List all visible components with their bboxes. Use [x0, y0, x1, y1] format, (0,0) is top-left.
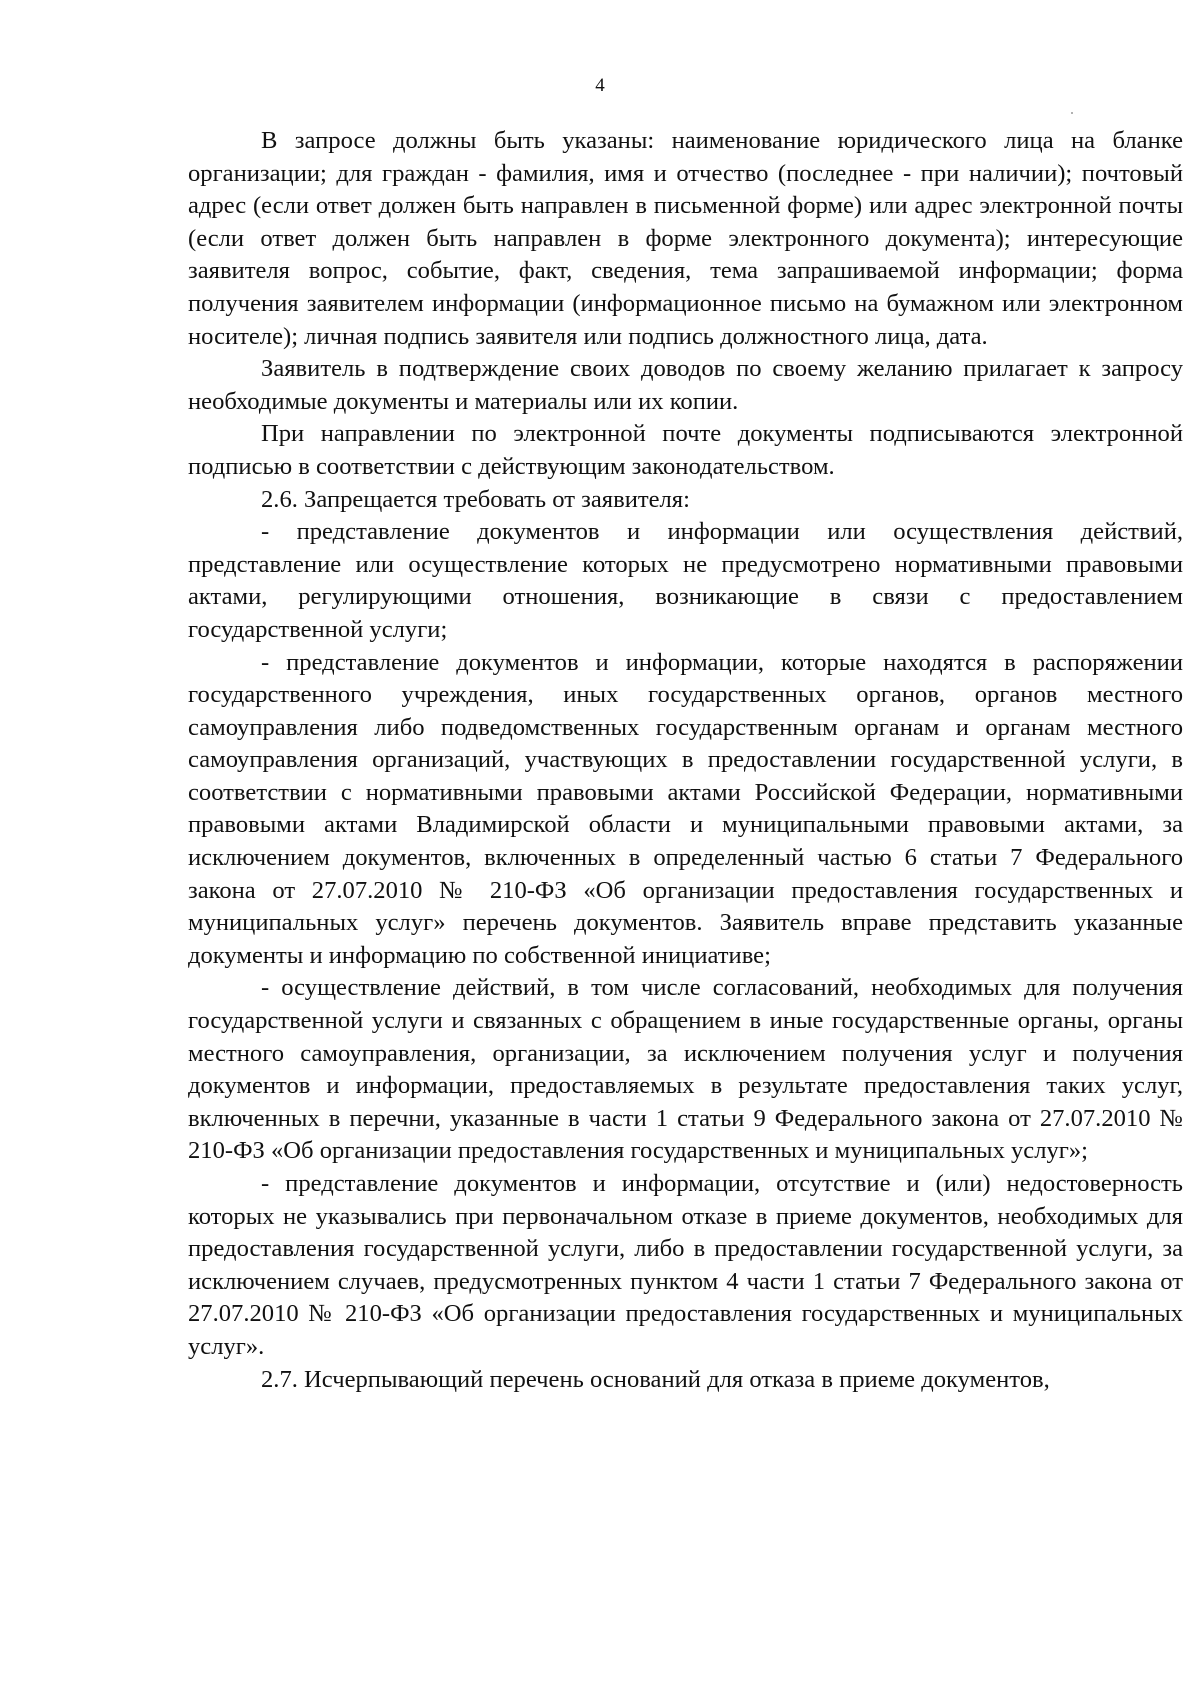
- paragraph-electronic-signature: При направлении по электронной почте документы подписываются электронной подписью в соответствии с действующим законодательством.: [188, 420, 1183, 480]
- list-item-prohibited-4: - представление документов и информации, отсутствие и (или) недостоверность которых не указывались при первоначальном отказе в приеме документов, необходимых для предоставления государственной услуги, либо в предоставлении государственной услуги, за исключением случаев, предусмотренных пунктом 4 части 1 статьи 7 Федерального закона от 27.07.2010 № 210-ФЗ «Об организации предоставления государственных и муниципальных услуг».: [188, 1170, 1183, 1360]
- list-item-prohibited-1: - представление документов и информации или осуществления действий, представление или осуществление которых не предусмотрено нормативными правовыми актами, регулирующими отношения, возникающие в связи с предоставлением государственной услуги;: [188, 518, 1183, 643]
- list-item-prohibited-3: - осуществление действий, в том числе согласований, необходимых для получения государственной услуги и связанных с обращением в иные государственные органы, органы местного самоуправления, организации, за исключением получения услуг и получения документов и информации, предоставляемых в результате предоставления таких услуг, включенных в перечни, указанные в части 1 статьи 9 Федерального закона от 27.07.2010 № 210-ФЗ «Об организации предоставления государственных и муниципальных услуг»;: [188, 974, 1183, 1165]
- paragraph-request-contents: В запросе должны быть указаны: наименование юридического лица на бланке организации; для граждан - фамилия, имя и отчество (последнее - при наличии); почтовый адрес (если ответ должен быть направлен в письменной форме) или адрес электронной почты (если ответ должен быть направлен в форме электронного документа); интересующие заявителя вопрос, событие, факт, сведения, тема запрашиваемой информации; форма получения заявителем информации (информационное письмо на бумажном или электронном носителе); личная подпись заявителя или подпись должностного лица, дата.: [188, 127, 1183, 350]
- paragraph-supporting-documents: Заявитель в подтверждение своих доводов по своему желанию прилагает к запросу необходимые документы и материалы или их копии.: [188, 355, 1183, 415]
- list-item-prohibited-2: - представление документов и информации, которые находятся в распоряжении государственного учреждения, иных государственных органов, органов местного самоуправления либо подведомственных государственным органам и органам местного самоуправления организаций, участвующих в предоставлении государственной услуги, в соответствии с нормативными правовыми актами Российской Федерации, нормативными правовыми актами Владимирской области и муниципальными правовыми актами, за исключением документов, включенных в определенный частью 6 статьи 7 Федерального закона от 27.07.2010 № 210-ФЗ «Об организации предоставления государственных и муниципальных услуг» перечень документов. Заявитель вправе представить указанные документы и информацию по собственной инициативе;: [188, 648, 1183, 969]
- section-heading-2-6: 2.6. Запрещается требовать от заявителя:: [261, 485, 690, 513]
- scan-speck: [1071, 112, 1073, 114]
- section-heading-2-7: 2.7. Исчерпывающий перечень оснований для отказа в приеме документов,: [261, 1365, 1050, 1393]
- document-body: [188, 125, 1183, 1396]
- page-number: 4: [595, 75, 605, 96]
